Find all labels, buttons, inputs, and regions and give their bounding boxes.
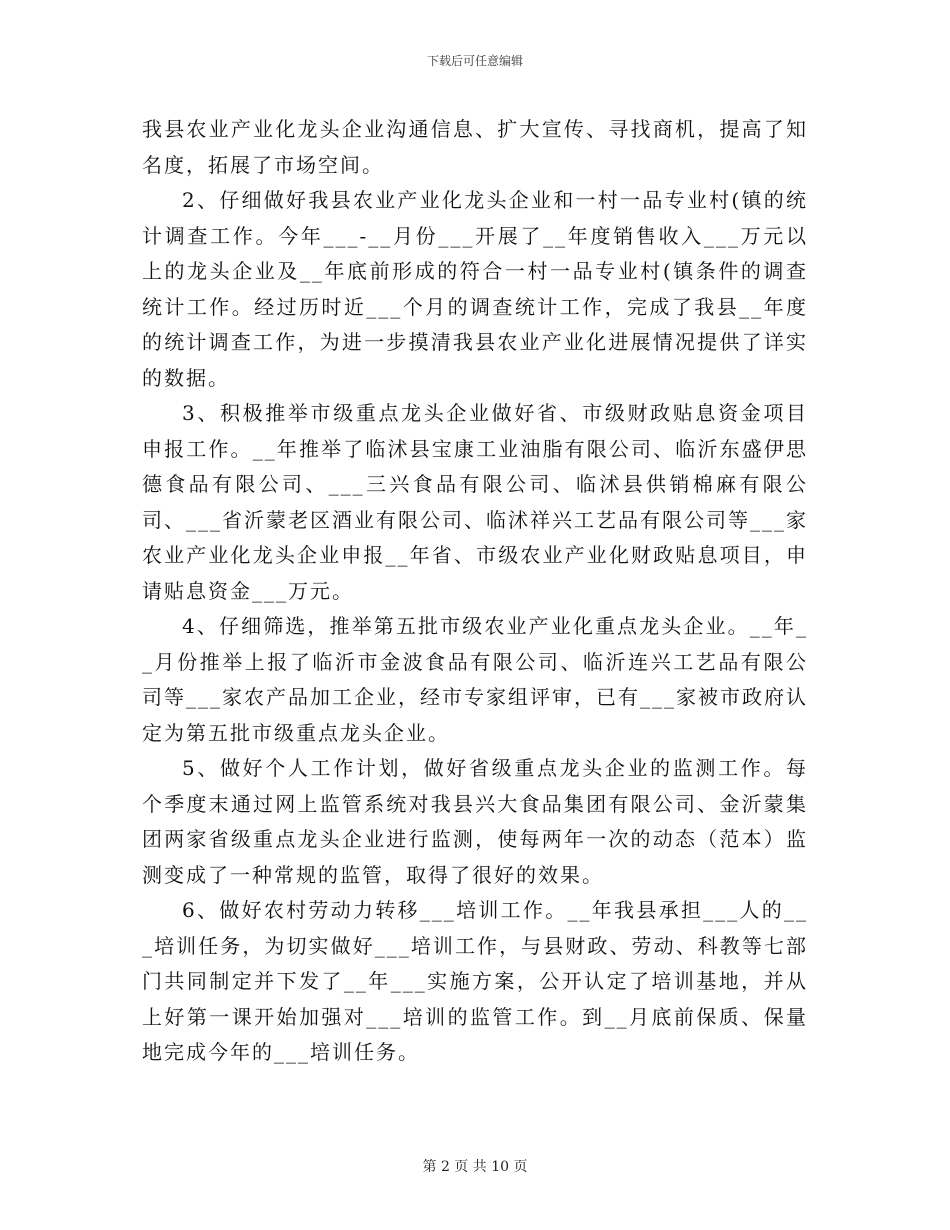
paragraph-item-4: 4、仔细筛选，推举第五批市级农业产业化重点龙头企业。__年__月份推举上报了临沂市金波食品有限公司、临沂连兴工艺品有限公司等___家农产品加工企业，经市专家组评审，已有___家被市政府认定为第五批市级重点龙头企业。 — [142, 614, 808, 745]
page-header: 下载后可任意编辑 — [426, 54, 523, 68]
document-body — [142, 112, 808, 1071]
paragraph-item-2: 2、仔细做好我县农业产业化龙头企业和一村一品专业村(镇的统计调查工作。今年___-__月份___开展了__年度销售收入___万元以上的龙头企业及__年底前形成的符合一村一品专业村(镇条件的调查统计工作。经过历时近___个月的调查统计工作，完成了我县__年度的统计调查工作，为进一步摸清我县农业产业化进展情况提供了详实的数据。 — [142, 188, 808, 390]
paragraph-continuation: 我县农业产业化龙头企业沟通信息、扩大宣传、寻找商机，提高了知名度，拓展了市场空间。 — [142, 117, 808, 177]
page-number: 第 2 页 共 10 页 — [422, 1159, 528, 1175]
paragraph-item-6: 6、做好农村劳动力转移___培训工作。__年我县承担___人的___培训任务，为切实做好___培训工作，与县财政、劳动、科教等七部门共同制定并下发了__年___实施方案，公开认定了培训基地，并从上好第一课开始加强对___培训的监管工作。到__月底前保质、保量地完成今年的___培训任务。 — [142, 898, 808, 1064]
paragraph-item-3: 3、积极推举市级重点龙头企业做好省、市级财政贴息资金项目申报工作。__年推举了临沭县宝康工业油脂有限公司、临沂东盛伊思德食品有限公司、___三兴食品有限公司、临沭县供销棉麻有限公司、___省沂蒙老区酒业有限公司、临沭祥兴工艺品有限公司等___家农业产业化龙头企业申报__年省、市级农业产业化财政贴息项目，申请贴息资金___万元。 — [142, 401, 808, 603]
paragraph-item-5: 5、做好个人工作计划，做好省级重点龙头企业的监测工作。每个季度末通过网上监管系统对我县兴大食品集团有限公司、金沂蒙集团两家省级重点龙头企业进行监测，使每两年一次的动态（范本）监测变成了一种常规的监管，取得了很好的效果。 — [142, 756, 808, 887]
